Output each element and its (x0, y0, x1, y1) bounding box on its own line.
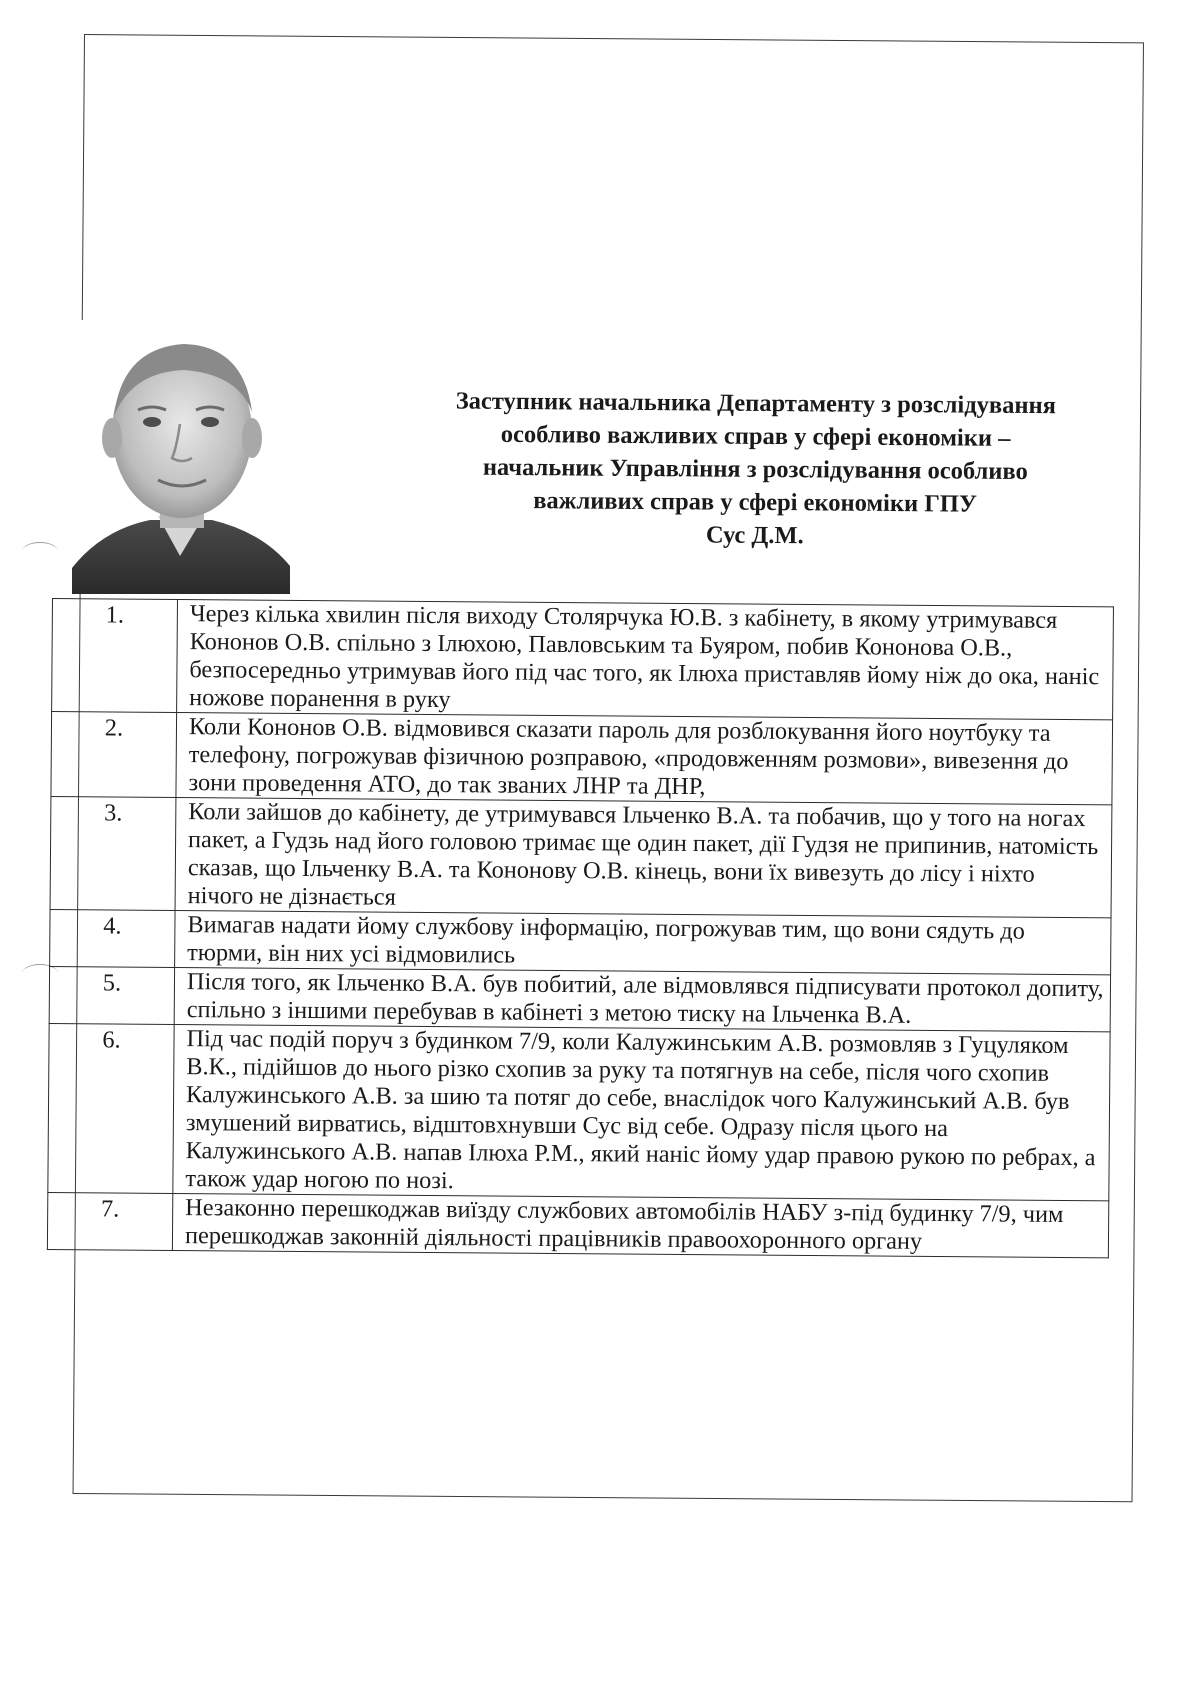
row-text: Незаконно перешкоджав виїзду службових автомобілів НАБУ з-під будинку 7/9, чим перешкоджав законній діяльності працівників правоохоронного органу (172, 1193, 1108, 1257)
row-text: Коли Кононов О.В. відмовився сказати пароль для розблокування його ноутбуку та телефону, погрожував фізичною розправою, «продовженням розмови», вивезення до зони проведення АТО, до так званих ЛНР та ДНР, (176, 712, 1113, 804)
portrait-photo (72, 320, 290, 594)
portrait-photo-icon (72, 320, 290, 594)
row-number: 1. (52, 599, 178, 713)
row-number: 2. (51, 712, 177, 798)
table-row (50, 909, 1111, 974)
punch-hole-top (22, 542, 58, 561)
table-row (51, 712, 1113, 805)
row-number: 6. (48, 1023, 174, 1193)
row-number: 5. (49, 966, 174, 1024)
row-text: Під час подій поруч з будинком 7/9, коли Калужинським А.В. розмовляв з Гуцуляком В.К., підійшов до нього різко схопив за руку та потягнув на себе, після чого схопив Калужинського А.В. за шию та потяг до себе, внаслідок чого Калужинський А.В. був змушений вирватись, відштовхнувши Сус від себе. Одразу після цього на Калужинського А.В. напав Ілюха Р.М., який наніс йому удар правою рукою по ребрах, а також удар ногою по нозі. (173, 1024, 1110, 1200)
table-row (52, 599, 1114, 720)
table-row (49, 966, 1110, 1031)
header-line: Заступник начальника Департаменту з розслідування (455, 387, 1057, 420)
row-number: 4. (50, 909, 175, 967)
row-text: Через кілька хвилин після виходу Столярчука Ю.В. з кабінету, в якому утримувався Кононов О.В. спільно з Ілюхою, Павловським та Буяром, побив Кононова О.В., безпосередньо утримував його під час того, як Ілюха приставляв йому ніж до ока, наніс ножове поранення в руку (177, 599, 1114, 719)
table-row (50, 796, 1112, 917)
row-text: Вимагав надати йому службову інформацію, погрожував тим, що вони сядуть до тюрми, він них усі відмовились (175, 910, 1111, 974)
table-row (48, 1023, 1110, 1200)
row-number: 3. (50, 796, 176, 910)
row-text: Коли зайшов до кабінету, де утримувався Ільченко В.А. та побачив, що у того на ногах пакет, а Гудзь над його головою тримає ще один пакет, дії Гудзя не припинив, натомість сказав, що Ільченку В.А. та Кононову О.В. кінець, вони їх вивезуть до лісу і ніхто нічого не дізнається (175, 797, 1112, 917)
header-line: особливо важливих справ у сфері економіки – (500, 420, 1011, 452)
events-table (47, 598, 1114, 1258)
row-text: Після того, як Ільченко В.А. був побитий, але відмовлявся підписувати протокол допиту, спільно з іншими перебував в кабінеті з метою тиску на Ільченка В.А. (174, 967, 1110, 1031)
header-line: важливих справ у сфері економіки ГПУ (533, 487, 978, 518)
row-number: 7. (47, 1192, 172, 1250)
table-row (47, 1192, 1108, 1257)
document-header (385, 384, 1126, 555)
header-line: начальник Управління з розслідування особливо (482, 453, 1028, 486)
person-name: Сус Д.М. (705, 521, 804, 550)
